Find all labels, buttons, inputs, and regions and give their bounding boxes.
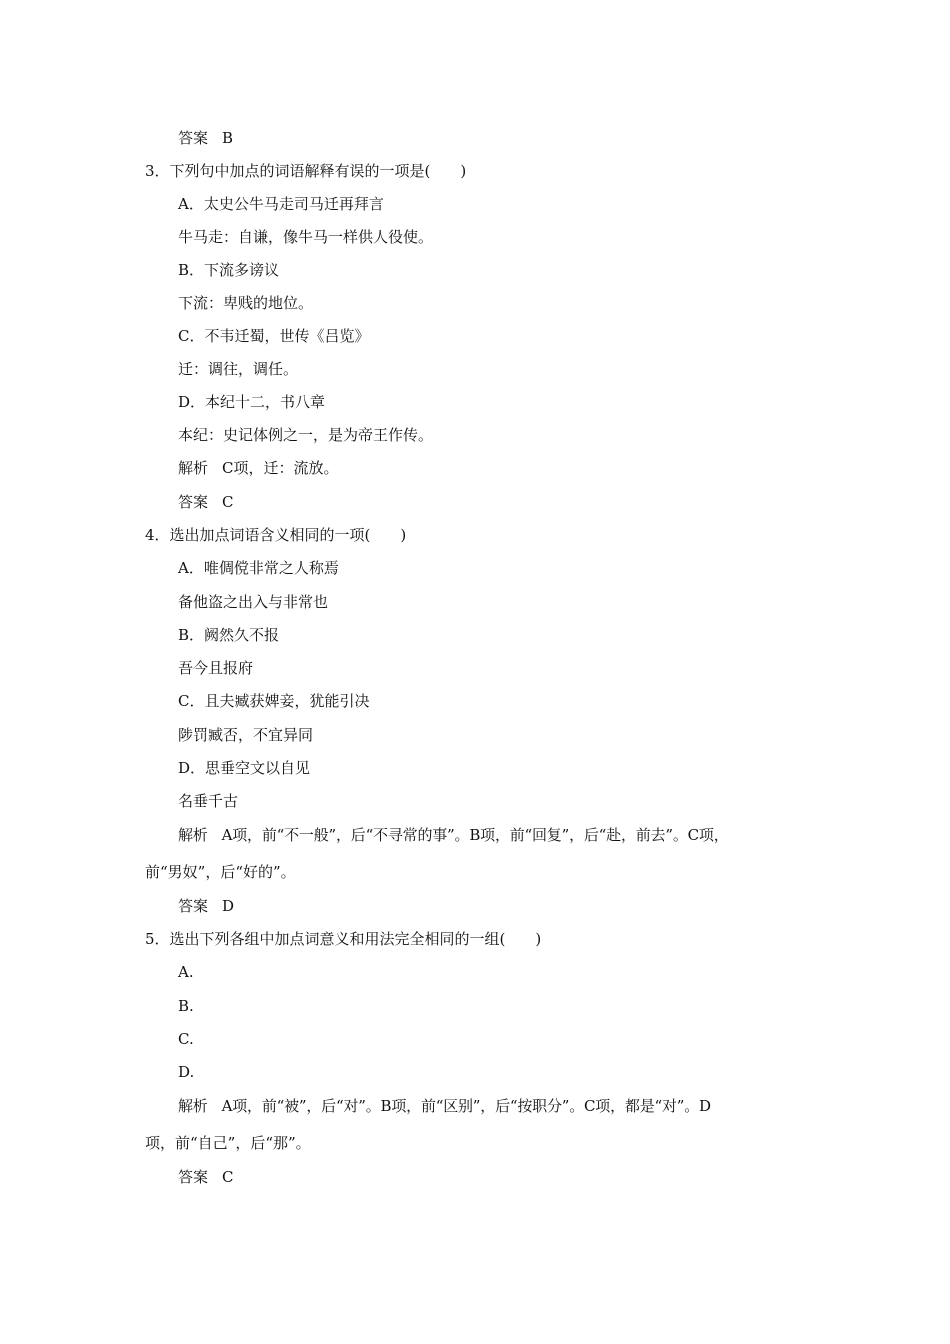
question-5-option-a: A. [178,963,194,981]
question-3-option-d-gloss: 本纪：史记体例之一，是为帝王作传。 [178,426,434,444]
question-3-stem: 3．下列句中加点的词语解释有误的一项是( ) [145,162,467,180]
question-5-option-d: D. [178,1063,195,1081]
question-3-option-b: B．下流多谤议 [178,261,280,279]
answer-value: D [222,897,235,915]
question-4-stem: 4．选出加点词语含义相同的一项( ) [145,526,407,544]
question-4-option-b-1: B．阙然久不报 [178,626,280,644]
answer-line-q4 [178,896,234,916]
answer-label: 答案 [178,897,209,915]
explanation-line-q5 [178,1096,711,1116]
explanation-text: A项，前“不一般”，后“不寻常的事”。B项，前“回复”，后“赴，前去”。C项， [221,826,729,844]
question-3-option-a: A．太史公牛马走司马迁再拜言 [178,195,384,213]
question-4-option-a-1: A．唯倜傥非常之人称焉 [178,559,339,577]
answer-label: 答案 [178,129,209,147]
explanation-label: 解析 [178,826,208,844]
explanation-label: 解析 [178,1097,208,1115]
explanation-line-q5-continued: 项，前“自己”，后“那”。 [145,1134,311,1152]
question-4-option-c-1: C．且夫臧获婢妾，犹能引决 [178,692,370,710]
question-5-option-c: C. [178,1030,194,1048]
answer-line-q2 [178,128,233,148]
explanation-text: A项，前“被”，后“对”。B项，前“区别”，后“按职分”。C项，都是“对”。D [221,1097,711,1115]
question-4-option-a-2: 备他盗之出入与非常也 [178,593,329,611]
question-3-option-b-gloss: 下流：卑贱的地位。 [178,294,314,312]
answer-line-q5 [178,1167,234,1187]
explanation-line-q4 [178,825,729,845]
question-4-option-b-2: 吾今且报府 [178,659,254,677]
answer-label: 答案 [178,493,209,511]
answer-value: B [222,129,234,147]
answer-value: C [222,493,234,511]
question-3-option-c: C．不韦迁蜀，世传《吕览》 [178,327,370,345]
question-5-stem: 5．选出下列各组中加点词意义和用法完全相同的一组( ) [145,930,542,948]
question-4-option-c-2: 陟罚臧否，不宜异同 [178,726,314,744]
question-3-option-a-gloss: 牛马走：自谦，像牛马一样供人役使。 [178,228,434,246]
question-4-option-d-1: D．思垂空文以自见 [178,759,311,777]
answer-label: 答案 [178,1168,209,1186]
explanation-text: C项，迁：流放。 [222,459,339,477]
explanation-label: 解析 [178,459,209,477]
question-4-option-d-2: 名垂千古 [178,792,239,810]
answer-value: C [222,1168,234,1186]
question-3-option-d: D．本纪十二，书八章 [178,393,326,411]
question-3-option-c-gloss: 迁：调往，调任。 [178,360,299,378]
question-5-option-b: B. [178,997,194,1015]
explanation-line-q3 [178,458,339,478]
answer-line-q3 [178,492,234,512]
explanation-line-q4-continued: 前“男奴”，后“好的”。 [145,863,296,881]
